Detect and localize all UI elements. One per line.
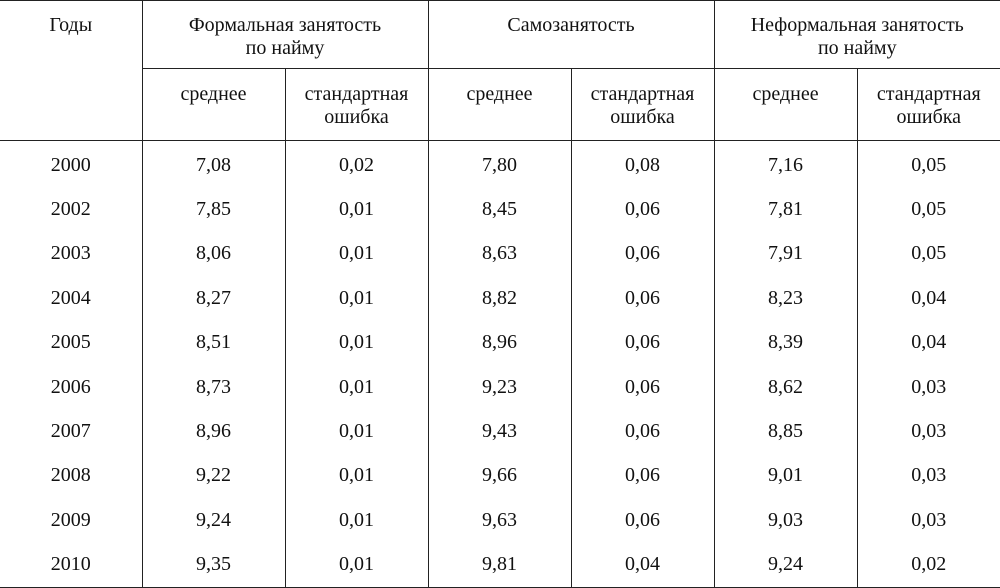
mean-value-cell: 8,39 (714, 321, 857, 365)
subheader-se-line2: ошибка (896, 106, 962, 128)
standard-error-cell: 0,01 (285, 409, 428, 453)
subheader-se-line1: стандартная (876, 83, 981, 105)
mean-value-cell: 7,85 (142, 187, 285, 231)
standard-error-cell: 0,06 (571, 498, 714, 542)
table-row (0, 187, 1000, 231)
subheader-standard-error (285, 69, 428, 141)
year-cell: 2010 (0, 543, 142, 588)
standard-error-cell: 0,05 (857, 141, 1000, 188)
mean-value-cell: 7,80 (428, 141, 571, 188)
standard-error-cell: 0,02 (285, 141, 428, 188)
mean-value-cell: 9,23 (428, 365, 571, 409)
mean-value-cell: 8,23 (714, 276, 857, 320)
year-cell: 2008 (50, 464, 91, 487)
mean-value-cell: 9,03 (714, 498, 857, 542)
table-row (0, 321, 1000, 365)
standard-error-cell: 0,05 (857, 187, 1000, 231)
mean-value-cell: 8,06 (142, 232, 285, 276)
group-header-line1: Неформальная занятость (750, 14, 964, 36)
standard-error-cell: 0,06 (571, 321, 714, 365)
standard-error-cell: 0,04 (857, 276, 1000, 320)
standard-error-cell: 0,01 (285, 543, 428, 588)
standard-error-cell: 0,01 (285, 187, 428, 231)
mean-value-cell: 9,01 (714, 454, 857, 498)
table-row (0, 454, 1000, 498)
year-cell: 2007 (50, 420, 91, 443)
group-header-line1: Формальная занятость (188, 14, 382, 36)
mean-value-cell: 8,73 (142, 365, 285, 409)
table-row (0, 543, 1000, 588)
standard-error-cell: 0,02 (857, 543, 1000, 588)
subheader-mean-label: среднее (752, 83, 819, 105)
mean-value-cell: 7,91 (714, 232, 857, 276)
mean-value-cell: 8,85 (714, 409, 857, 453)
table-row (0, 498, 1000, 542)
standard-error-cell: 0,03 (857, 365, 1000, 409)
subheader-se-line1: стандартная (590, 83, 695, 105)
mean-value-cell: 9,63 (428, 498, 571, 542)
standard-error-cell: 0,06 (571, 232, 714, 276)
subheader-mean (142, 69, 285, 141)
standard-error-cell: 0,01 (285, 365, 428, 409)
group-header-line2: по найму (817, 37, 897, 59)
subheader-mean (714, 69, 857, 141)
year-cell: 2004 (50, 286, 91, 309)
mean-value-cell: 8,62 (714, 365, 857, 409)
year-cell: 2009 (50, 508, 91, 531)
mean-value-cell: 9,24 (142, 498, 285, 542)
table-row (0, 365, 1000, 409)
mean-value-cell: 8,45 (428, 187, 571, 231)
mean-value-cell: 8,82 (428, 276, 571, 320)
subheader-standard-error (571, 69, 714, 141)
subheader-se-line1: стандартная (304, 83, 409, 105)
standard-error-cell: 0,06 (571, 187, 714, 231)
standard-error-cell: 0,06 (571, 365, 714, 409)
standard-error-cell: 0,01 (285, 454, 428, 498)
mean-value-cell: 8,63 (428, 232, 571, 276)
subheader-se-line2: ошибка (324, 106, 389, 128)
standard-error-cell: 0,04 (857, 321, 1000, 365)
standard-error-cell: 0,06 (571, 409, 714, 453)
standard-error-cell: 0,01 (285, 321, 428, 365)
mean-value-cell: 8,51 (142, 321, 285, 365)
year-cell: 2006 (50, 375, 91, 398)
mean-value-cell: 8,96 (428, 321, 571, 365)
group-header-self-employment (428, 1, 714, 69)
mean-value-cell: 8,27 (142, 276, 285, 320)
subheader-mean (428, 69, 571, 141)
mean-value-cell: 7,08 (142, 141, 285, 188)
group-header-formal-employment (142, 1, 428, 69)
group-header-line1: Самозанятость (507, 14, 635, 36)
table-row (0, 232, 1000, 276)
year-column-header (0, 1, 142, 141)
standard-error-cell: 0,03 (857, 409, 1000, 453)
group-header-line2: по найму (245, 37, 325, 59)
subheader-standard-error (857, 69, 1000, 141)
mean-value-cell: 9,24 (714, 543, 857, 588)
standard-error-cell: 0,03 (857, 498, 1000, 542)
year-cell: 2005 (50, 331, 91, 354)
mean-value-cell: 9,81 (428, 543, 571, 588)
table-row (0, 141, 1000, 188)
mean-value-cell: 9,43 (428, 409, 571, 453)
subheader-mean-label: среднее (466, 83, 533, 105)
mean-value-cell: 7,16 (714, 141, 857, 188)
standard-error-cell: 0,03 (857, 454, 1000, 498)
standard-error-cell: 0,05 (857, 232, 1000, 276)
mean-value-cell: 7,81 (714, 187, 857, 231)
mean-value-cell: 9,22 (142, 454, 285, 498)
year-cell: 2000 (50, 153, 91, 176)
standard-error-cell: 0,04 (571, 543, 714, 588)
table-row (0, 409, 1000, 453)
year-header-label: Годы (49, 14, 93, 36)
subheader-se-line2: ошибка (610, 106, 675, 128)
standard-error-cell: 0,06 (571, 276, 714, 320)
subheader-mean-label: среднее (180, 83, 247, 105)
standard-error-cell: 0,01 (285, 498, 428, 542)
group-header-informal-employment (714, 1, 1000, 69)
standard-error-cell: 0,01 (285, 276, 428, 320)
standard-error-cell: 0,08 (571, 141, 714, 188)
table-body (0, 141, 1000, 588)
table-row (0, 276, 1000, 320)
mean-value-cell: 8,96 (142, 409, 285, 453)
standard-error-cell: 0,01 (285, 232, 428, 276)
standard-error-cell: 0,06 (571, 454, 714, 498)
year-cell: 2002 (50, 198, 91, 221)
mean-value-cell: 9,66 (428, 454, 571, 498)
mean-value-cell: 9,35 (142, 543, 285, 588)
year-cell: 2003 (50, 242, 91, 265)
